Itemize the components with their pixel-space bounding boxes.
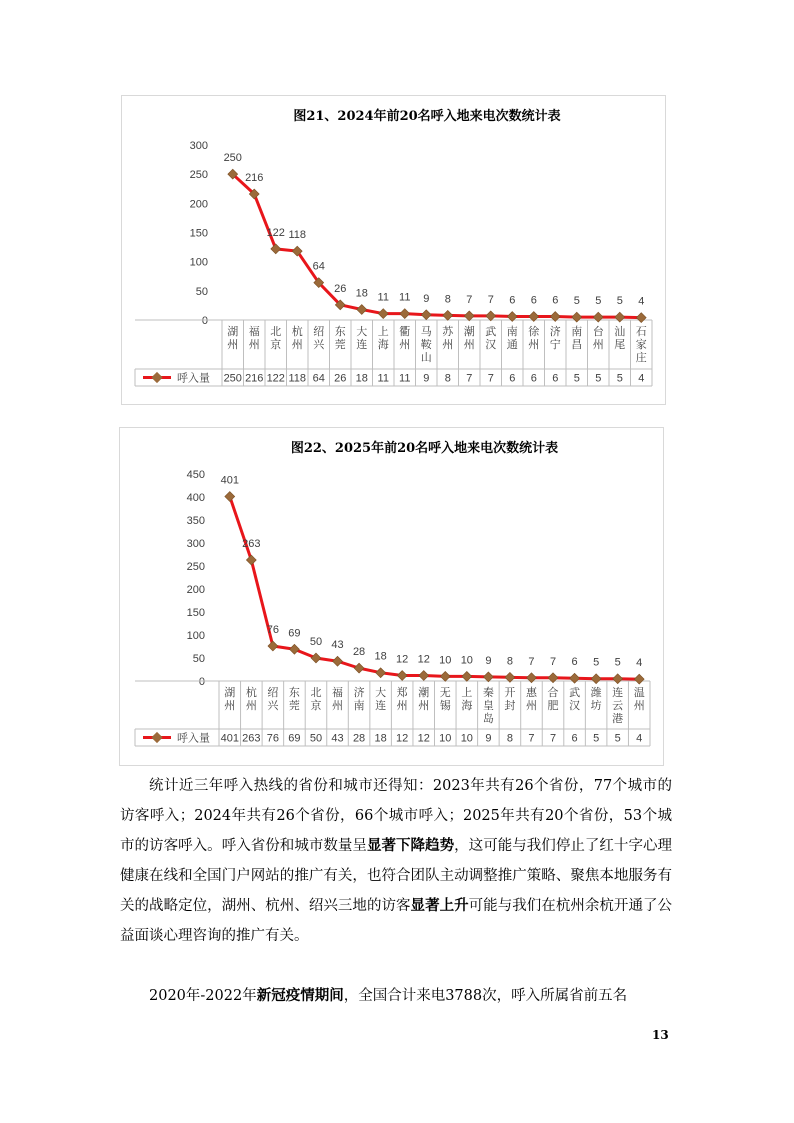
- data-label: 5: [593, 656, 600, 669]
- table-value: 18: [355, 372, 368, 385]
- table-value: 43: [331, 732, 344, 745]
- data-label: 10: [439, 654, 452, 667]
- legend-series-name: 呼入量: [177, 372, 210, 385]
- category-char: 州: [633, 700, 645, 712]
- category-label: [421, 325, 433, 364]
- category-label: [504, 686, 515, 712]
- category-char: 州: [227, 339, 239, 351]
- data-label: 122: [266, 226, 285, 239]
- category-label: [636, 325, 647, 364]
- category-label: [292, 324, 303, 351]
- data-label: 8: [444, 293, 451, 306]
- category-label: [507, 325, 518, 351]
- table-value: 4: [638, 372, 645, 385]
- category-char: 皇: [482, 700, 494, 712]
- table-value: 10: [439, 732, 452, 745]
- table-value: 7: [549, 732, 557, 745]
- table-value: 118: [288, 372, 307, 385]
- data-point: [613, 674, 623, 684]
- table-value: 7: [528, 732, 535, 745]
- table-value: 12: [396, 732, 409, 745]
- data-point: [289, 644, 299, 654]
- series-line: [230, 497, 639, 680]
- data-label: 8: [506, 655, 513, 668]
- category-char: 温: [633, 687, 645, 699]
- category-label: [528, 325, 539, 351]
- emphasis-text: 显著上升: [410, 897, 469, 914]
- body-text: 可能与我们在杭州余杭开通了公益面谈心理咨询的推广有关。: [120, 898, 673, 944]
- data-label: 7: [466, 293, 473, 306]
- category-char: 州: [592, 339, 604, 351]
- data-point: [419, 671, 429, 681]
- category-char: 通: [506, 339, 518, 351]
- category-label: [335, 325, 346, 351]
- data-point: [486, 311, 496, 321]
- category-label: [289, 686, 300, 712]
- y-tick-label: 250: [189, 169, 208, 182]
- category-char: 肥: [547, 700, 559, 712]
- y-tick-label: 0: [198, 676, 205, 688]
- table-value: 76: [266, 732, 279, 745]
- category-char: 东: [334, 326, 346, 338]
- category-char: 汉: [485, 339, 497, 351]
- category-char: 海: [461, 700, 473, 712]
- chart-title: 图21、2024年前20名呼入地来电次数统计表: [293, 109, 561, 124]
- body-text: 统计近三年呼入热线的省份和城市还得知：2023年共有26个省份，77个城市的访客呼入；2024年共有26个省份，66个城市呼入；2025年共有20个省份，53个城市的访客呼入。呼入省份和城市数量呈: [120, 778, 672, 854]
- category-char: 尾: [614, 339, 626, 351]
- data-point: [593, 312, 603, 322]
- category-char: 无: [439, 687, 451, 699]
- data-point: [268, 641, 278, 651]
- category-label: [614, 324, 625, 351]
- data-label: 7: [528, 655, 535, 668]
- category-char: 福: [332, 687, 344, 699]
- category-char: 潮: [418, 687, 430, 699]
- category-char: 州: [528, 339, 540, 351]
- category-label: [483, 686, 494, 725]
- category-char: 上: [461, 687, 473, 699]
- data-point: [443, 310, 453, 320]
- data-label: 11: [377, 291, 389, 304]
- category-label: [548, 685, 559, 712]
- category-char: 港: [612, 713, 624, 725]
- table-value: 7: [466, 372, 473, 385]
- data-label: 250: [223, 152, 242, 165]
- data-label: 6: [530, 294, 537, 307]
- category-char: 州: [463, 339, 475, 351]
- category-char: 南: [571, 326, 583, 338]
- category-char: 州: [525, 700, 537, 712]
- category-char: 衢: [399, 326, 411, 338]
- category-label: [310, 686, 321, 712]
- table-value: 26: [334, 372, 347, 385]
- data-point: [311, 653, 321, 663]
- category-char: 东: [288, 687, 300, 699]
- data-label: 28: [352, 646, 366, 659]
- y-tick-label: 100: [186, 630, 205, 642]
- category-char: 郑: [396, 687, 408, 699]
- table-value: 8: [506, 732, 513, 745]
- body-text: 2020年-2022年: [149, 988, 257, 1004]
- category-char: 济: [549, 326, 561, 338]
- data-point: [400, 309, 410, 319]
- table-value: 5: [614, 732, 621, 745]
- data-label: 401: [220, 474, 239, 487]
- category-label: [591, 686, 602, 712]
- table-value: 11: [399, 372, 411, 385]
- data-point: [271, 244, 281, 254]
- y-tick-label: 50: [195, 285, 208, 298]
- data-point: [225, 492, 235, 502]
- category-char: 南: [506, 326, 518, 338]
- table-value: 8: [444, 372, 451, 385]
- category-char: 莞: [334, 339, 346, 351]
- category-char: 潍: [590, 687, 602, 699]
- category-char: 北: [270, 326, 282, 338]
- category-label: [593, 325, 604, 351]
- emphasis-text: 新冠疫情期间: [256, 987, 344, 1004]
- category-label: [571, 325, 582, 351]
- category-char: 州: [418, 700, 430, 712]
- category-char: 徐: [528, 326, 540, 338]
- category-label: [399, 325, 410, 351]
- table-value: 18: [374, 732, 387, 745]
- category-char: 连: [375, 700, 387, 712]
- category-char: 庄: [635, 352, 647, 364]
- category-label: [569, 685, 580, 712]
- emphasis-text: 显著下降趋势: [366, 837, 455, 854]
- data-label: 64: [312, 260, 325, 273]
- y-tick-label: 200: [186, 584, 205, 596]
- category-label: [464, 324, 475, 351]
- category-char: 潮: [463, 326, 475, 338]
- y-tick-label: 150: [186, 607, 205, 619]
- table-value: 6: [571, 732, 578, 745]
- category-char: 州: [332, 700, 344, 712]
- category-label: [440, 686, 451, 712]
- category-char: 上: [377, 326, 389, 338]
- page-number: 13: [652, 1028, 669, 1042]
- category-label: [461, 685, 472, 712]
- data-point: [397, 671, 407, 681]
- y-tick-label: 50: [192, 653, 205, 665]
- y-tick-label: 400: [186, 492, 205, 504]
- category-char: 武: [569, 687, 581, 699]
- category-char: 州: [245, 700, 257, 712]
- legend-marker-key: [151, 732, 162, 743]
- category-char: 合: [547, 687, 559, 699]
- data-point: [636, 313, 646, 323]
- table-value: 5: [573, 372, 580, 385]
- data-point: [462, 671, 472, 681]
- data-label: 9: [423, 292, 430, 305]
- category-char: 州: [396, 700, 408, 712]
- data-point: [483, 672, 493, 682]
- category-char: 坊: [590, 700, 602, 712]
- y-tick-label: 250: [186, 561, 205, 573]
- data-point: [357, 305, 367, 315]
- data-point: [615, 312, 625, 322]
- series-line: [233, 174, 645, 318]
- y-tick-label: 150: [189, 227, 208, 240]
- data-point: [376, 668, 386, 678]
- category-char: 北: [310, 687, 322, 699]
- category-label: [612, 686, 623, 725]
- data-point: [333, 656, 343, 666]
- data-label: 5: [616, 295, 623, 308]
- category-label: [397, 685, 408, 712]
- category-label: [270, 325, 281, 351]
- data-label: 10: [460, 654, 473, 667]
- y-tick-label: 350: [186, 515, 205, 527]
- category-char: 京: [310, 700, 322, 712]
- data-label: 118: [288, 229, 307, 242]
- data-point: [634, 674, 644, 684]
- table-value: 216: [245, 372, 264, 385]
- category-label: [550, 324, 561, 351]
- data-label: 11: [399, 291, 411, 304]
- body-paragraph-1: [120, 771, 672, 951]
- data-point: [570, 673, 580, 683]
- category-label: [313, 325, 325, 351]
- data-label: 4: [636, 657, 643, 670]
- data-label: 5: [595, 295, 602, 308]
- category-char: 昌: [571, 339, 583, 351]
- data-label: 18: [355, 287, 368, 300]
- category-char: 海: [377, 339, 389, 351]
- table-value: 9: [485, 732, 492, 745]
- category-char: 大: [375, 687, 387, 699]
- table-value: 6: [530, 372, 537, 385]
- data-label: 216: [245, 172, 264, 184]
- category-label: [267, 686, 279, 712]
- category-char: 兴: [313, 339, 325, 351]
- chart-title: 图22、2025年前20名呼入地来电次数统计表: [290, 441, 559, 456]
- y-tick-label: 0: [201, 315, 208, 327]
- data-point: [440, 671, 450, 681]
- table-value: 263: [242, 732, 261, 745]
- category-char: 汉: [569, 700, 581, 712]
- data-label: 6: [509, 294, 516, 307]
- category-char: 山: [420, 352, 432, 364]
- table-value: 7: [487, 372, 494, 385]
- category-char: 济: [353, 687, 365, 699]
- data-point: [354, 663, 364, 673]
- chart-2024-svg: [122, 96, 665, 404]
- category-char: 惠: [525, 687, 537, 699]
- category-char: 武: [485, 326, 497, 338]
- y-tick-label: 450: [186, 469, 205, 481]
- table-value: 11: [377, 372, 389, 385]
- y-tick-label: 100: [189, 256, 208, 269]
- category-char: 连: [612, 687, 624, 699]
- category-char: 台: [592, 326, 604, 338]
- category-label: [378, 324, 389, 351]
- category-char: 连: [356, 339, 368, 351]
- data-label: 6: [571, 656, 578, 669]
- category-char: 杭: [245, 687, 257, 699]
- category-char: 宁: [549, 339, 561, 351]
- data-point: [464, 311, 474, 321]
- data-label: 26: [334, 282, 347, 295]
- category-char: 汕: [614, 326, 626, 338]
- category-char: 马: [420, 326, 432, 338]
- y-tick-label: 300: [189, 140, 208, 152]
- body-paragraph-2: [120, 981, 672, 1011]
- category-char: 兴: [267, 700, 279, 712]
- data-label: 9: [485, 654, 492, 667]
- table-value: 28: [352, 732, 366, 745]
- table-value: 6: [509, 372, 516, 385]
- legend-series-name: 呼入量: [177, 732, 210, 745]
- category-char: 石: [635, 326, 647, 338]
- data-point: [572, 312, 582, 322]
- data-label: 6: [552, 294, 559, 307]
- category-char: 州: [291, 339, 303, 351]
- body-text: ，这可能与我们停止了红十字心理健康在线和全国门户网站的推广有关，也符合团队主动调整推广策略、聚焦本地服务有关的战略定位，湖州、杭州、绍兴三地的访客: [120, 838, 673, 914]
- data-label: 69: [288, 627, 301, 640]
- data-point: [246, 555, 256, 565]
- chart-2024-call-origins: [121, 95, 666, 405]
- table-value: 5: [593, 732, 600, 745]
- category-label: [246, 685, 257, 712]
- table-value: 122: [266, 372, 285, 385]
- category-label: [526, 685, 538, 712]
- table-value: 50: [309, 732, 323, 745]
- data-label: 43: [331, 639, 344, 652]
- table-value: 5: [595, 372, 602, 385]
- data-label: 76: [266, 624, 279, 637]
- category-char: 绍: [313, 326, 325, 338]
- category-char: 福: [248, 326, 260, 338]
- category-char: 苏: [442, 326, 454, 338]
- data-point: [421, 310, 431, 320]
- table-value: 401: [220, 732, 239, 745]
- category-label: [249, 325, 260, 351]
- category-char: 秦: [482, 687, 494, 699]
- category-char: 州: [224, 700, 236, 712]
- table-value: 10: [460, 732, 473, 745]
- table-value: 250: [223, 372, 242, 385]
- chart-2025-svg: [120, 428, 663, 765]
- data-label: 4: [638, 295, 645, 308]
- table-value: 12: [417, 732, 430, 745]
- category-char: 开: [504, 687, 516, 699]
- category-char: 大: [356, 326, 368, 338]
- category-label: [418, 685, 429, 712]
- chart-2025-call-origins: [119, 427, 664, 766]
- table-value: 9: [423, 372, 430, 385]
- category-char: 杭: [291, 326, 303, 338]
- data-label: 18: [374, 650, 387, 663]
- category-char: 封: [504, 700, 516, 712]
- y-tick-label: 200: [189, 198, 208, 211]
- table-value: 64: [312, 372, 325, 385]
- category-label: [356, 324, 367, 351]
- table-value: 4: [636, 732, 643, 745]
- data-label: 7: [549, 655, 557, 668]
- data-label: 263: [242, 538, 261, 551]
- category-char: 京: [270, 339, 282, 351]
- data-label: 12: [417, 653, 430, 666]
- category-label: [442, 324, 454, 351]
- data-label: 5: [573, 295, 580, 308]
- category-label: [354, 685, 365, 712]
- category-char: 州: [248, 339, 260, 351]
- category-label: [634, 686, 645, 712]
- table-value: 69: [288, 732, 301, 745]
- data-point: [378, 309, 388, 319]
- category-char: 锡: [439, 700, 451, 712]
- category-label: [227, 324, 238, 351]
- data-label: 7: [487, 293, 494, 306]
- data-label: 50: [309, 636, 323, 648]
- category-label: [332, 686, 343, 712]
- category-char: 湖: [227, 326, 239, 338]
- data-point: [591, 674, 601, 684]
- category-label: [485, 324, 496, 351]
- body-text: ，全国合计来电3788次，呼入所属省前五名: [343, 988, 628, 1004]
- category-char: 湖: [224, 687, 236, 699]
- data-label: 12: [396, 653, 409, 666]
- legend-marker-key: [151, 372, 162, 383]
- category-char: 州: [399, 339, 411, 351]
- category-char: 州: [442, 339, 454, 351]
- category-char: 鞍: [420, 339, 432, 351]
- category-char: 云: [612, 700, 624, 712]
- y-tick-label: 300: [186, 538, 205, 550]
- category-char: 家: [635, 339, 647, 351]
- category-char: 莞: [288, 700, 300, 712]
- table-value: 5: [616, 372, 623, 385]
- table-value: 6: [552, 372, 559, 385]
- category-char: 岛: [482, 713, 494, 725]
- category-label: [375, 685, 386, 712]
- category-char: 绍: [267, 687, 279, 699]
- data-label: 5: [614, 656, 621, 669]
- category-label: [224, 685, 235, 712]
- category-char: 南: [353, 700, 365, 712]
